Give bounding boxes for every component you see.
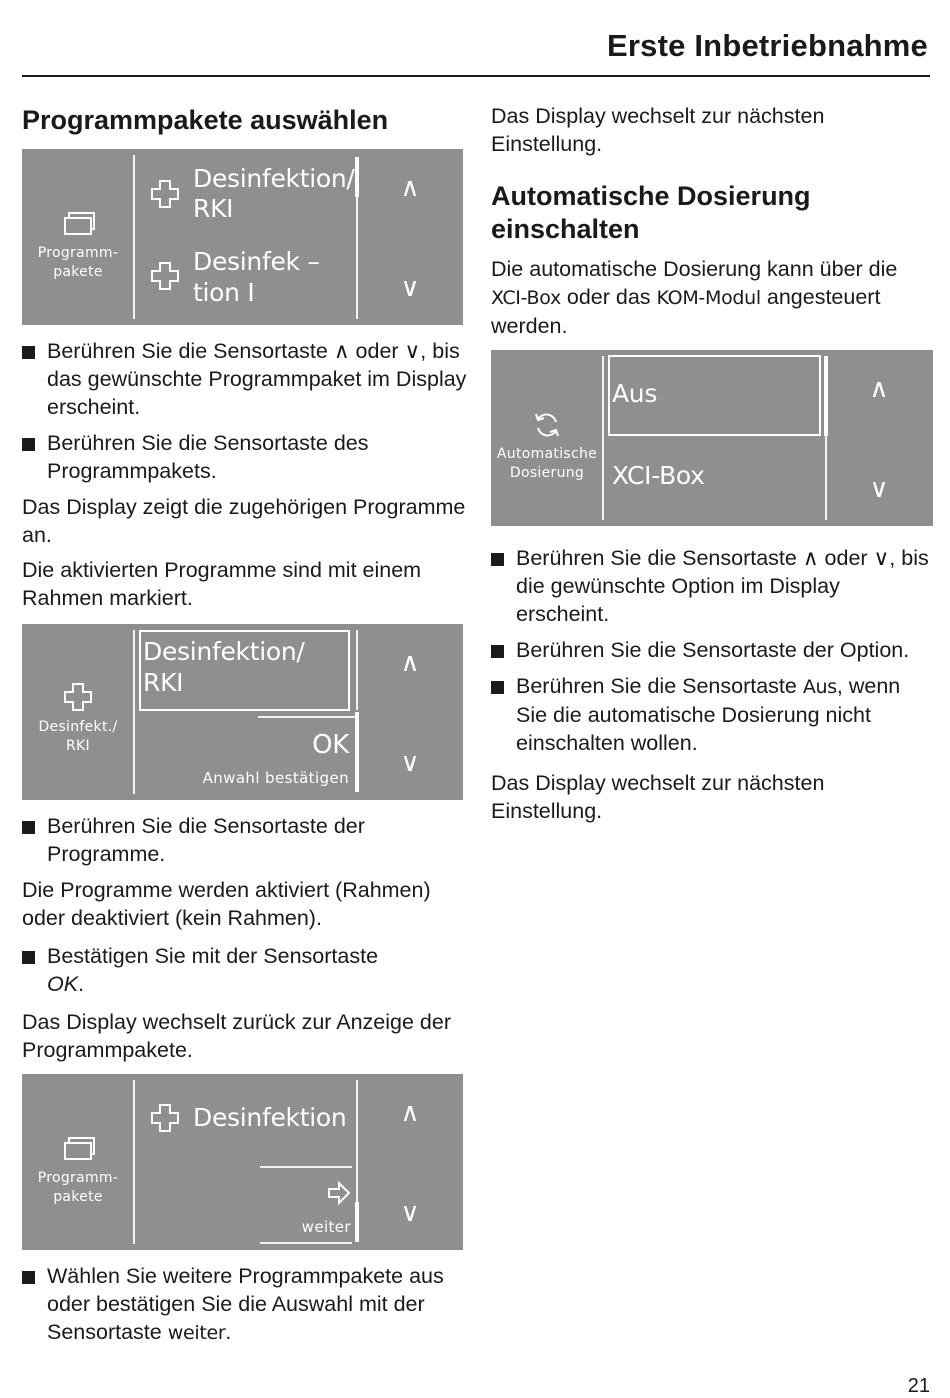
bullet-square-icon (491, 645, 504, 658)
section-heading-programmpakete: Programmpakete auswählen (22, 105, 389, 135)
program-package-item-1-line2[interactable]: RKI (193, 194, 234, 223)
bullet-text-end: , wenn Sie die automatische Dosierung nicht einschalten wollen. (516, 674, 901, 755)
display-programme (22, 624, 463, 800)
display-side-label-2: Dosierung (509, 465, 585, 481)
display-side-label-2: pakete (53, 264, 103, 280)
scrollbar-thumb[interactable] (824, 356, 828, 436)
stacked-windows-icon (61, 209, 95, 237)
scrollbar-thumb[interactable] (355, 1202, 359, 1242)
bullet-square-icon (22, 1271, 35, 1284)
down-arrow-button[interactable]: ∨ (400, 1198, 420, 1228)
ok-key-label: OK (47, 972, 79, 996)
body-paragraph: Das Display wechselt zurück zur Anzeige der Programmpakete. (22, 1010, 451, 1062)
display-side-label-2: pakete (53, 1189, 103, 1205)
display-separator (133, 630, 135, 794)
bullet-square-icon (22, 438, 35, 451)
bullet-text-end: . (225, 1320, 232, 1344)
display-separator (133, 155, 135, 319)
bullet-text: Berühren Sie die Sensortaste der Programme. (47, 814, 365, 866)
bullet-square-icon (22, 951, 35, 964)
intro-text: Die automatische Dosierung kann über die (491, 257, 898, 281)
instruction-bullet (491, 672, 933, 757)
display-side-panel (22, 1074, 134, 1250)
bullet-square-icon (22, 346, 35, 359)
stacked-windows-icon (61, 1134, 95, 1162)
aus-key-label: Aus (802, 676, 837, 698)
cross-icon (150, 261, 180, 291)
bullet-text: Berühren Sie die Sensortaste ∧ oder ∨, bis das gewünschte Programmpaket im Display erscheint. (47, 339, 467, 419)
up-arrow-button[interactable]: ∧ (400, 173, 420, 203)
display-side-label-1: Automatische (496, 446, 598, 462)
display-separator-right (825, 436, 827, 520)
header-rule (22, 75, 930, 77)
up-arrow-button[interactable]: ∧ (400, 1098, 420, 1128)
body-paragraph (491, 255, 933, 340)
program-package-item-1-line1[interactable]: Desinfektion/ (193, 164, 355, 193)
instruction-bullet (22, 942, 467, 998)
bullet-square-icon (22, 821, 35, 834)
display-side-label-1: Programm- (37, 1170, 119, 1186)
xci-box-key-label: XCI-Box (491, 287, 561, 309)
display-divider (258, 716, 356, 718)
instruction-bullet (22, 429, 467, 485)
program-item-line1[interactable]: Desinfektion/ (143, 637, 305, 666)
instruction-bullet (491, 544, 933, 628)
body-paragraph: Die aktivierten Programme sind mit einem Rahmen markiert. (22, 558, 422, 610)
weiter-key-label: weiter (167, 1322, 226, 1344)
display-divider (260, 1166, 352, 1168)
bullet-text-end: . (78, 972, 85, 996)
section-heading-automatische-dosierung: Automatische Dosierung einschalten (491, 181, 811, 244)
ok-button-sublabel: Anwahl bestätigen (202, 769, 349, 787)
left-column (22, 100, 467, 1347)
display-side-panel (22, 624, 134, 800)
display-side-panel (22, 149, 134, 325)
up-arrow-button[interactable]: ∧ (869, 374, 889, 404)
down-arrow-button[interactable]: ∨ (400, 748, 420, 778)
arrow-right-icon[interactable] (326, 1180, 352, 1206)
display-divider (260, 1242, 352, 1244)
display-separator-right (356, 1080, 358, 1202)
display-programmpakete-weiter (22, 1074, 463, 1250)
bullet-text (47, 942, 378, 998)
body-paragraph: Das Display zeigt die zugehörigen Programme an. (22, 495, 466, 547)
instruction-bullet (491, 636, 933, 664)
instruction-bullet (22, 337, 467, 421)
instruction-bullet (22, 812, 467, 868)
up-arrow-button[interactable]: ∧ (400, 648, 420, 678)
bullet-text-main: Bestätigen Sie mit der Sensortaste (47, 944, 379, 968)
bullet-text: Berühren Sie die Sensortaste des Programmpakets. (47, 431, 369, 483)
bullet-square-icon (491, 553, 504, 566)
body-paragraph: Das Display wechselt zur nächsten Einstellung. (491, 771, 825, 823)
instruction-bullet (22, 1262, 467, 1347)
bullet-text (516, 672, 933, 757)
scrollbar-thumb[interactable] (355, 157, 359, 197)
intro-text: angesteuert werden. (491, 285, 881, 338)
bullet-square-icon (491, 681, 504, 694)
display-side-label-1: Programm- (37, 245, 119, 261)
bullet-text: Berühren Sie die Sensortaste ∧ oder ∨, bis die gewünschte Option im Display erscheint. (516, 546, 929, 626)
page-header-title: Erste Inbetriebnahme (607, 28, 928, 63)
program-package-item-2-line2[interactable]: tion I (193, 278, 255, 307)
down-arrow-button[interactable]: ∨ (869, 474, 889, 504)
cross-icon (63, 682, 93, 712)
scrollbar-thumb[interactable] (355, 712, 359, 792)
bullet-text-main: Berühren Sie die Sensortaste (516, 674, 797, 698)
display-automatische-dosierung (491, 350, 933, 526)
bullet-text: Berühren Sie die Sensortaste der Option. (516, 638, 910, 662)
display-side-panel (491, 350, 603, 526)
bullet-text-main: Wählen Sie weitere Programmpakete aus oder bestätigen Sie die Auswahl mit der Sensortaste (47, 1264, 444, 1344)
display-separator (133, 1080, 135, 1244)
program-package-item-2-line1[interactable]: Desinfek – (193, 247, 320, 276)
cross-icon (150, 1103, 180, 1133)
display-programmpakete (22, 149, 463, 325)
body-paragraph: Das Display wechselt zur nächsten Einstellung. (491, 104, 825, 156)
body-paragraph: Die Programme werden aktiviert (Rahmen) oder deaktiviert (kein Rahmen). (22, 878, 431, 930)
page-number: 21 (907, 1375, 930, 1397)
display-separator-right (356, 630, 358, 710)
refresh-icon (532, 410, 562, 440)
intro-text: oder das (566, 285, 651, 309)
ok-button[interactable]: OK (312, 730, 349, 760)
display-side-label-1: Desinfekt./ (38, 719, 118, 735)
display-side-label-2: RKI (66, 738, 90, 754)
display-separator (602, 356, 604, 520)
program-item-line2[interactable]: RKI (143, 668, 184, 697)
display-separator-right (356, 197, 358, 319)
program-package-item[interactable]: Desinfektion (193, 1103, 347, 1132)
option-aus[interactable]: Aus (612, 379, 658, 408)
kom-modul-key-label: KOM-Modul (656, 287, 761, 309)
right-column (491, 100, 933, 825)
next-button-label[interactable]: weiter (301, 1218, 351, 1236)
option-xci-box[interactable]: XCI-Box (612, 461, 705, 490)
down-arrow-button[interactable]: ∨ (400, 273, 420, 303)
bullet-text (47, 1262, 467, 1347)
cross-icon (150, 179, 180, 209)
